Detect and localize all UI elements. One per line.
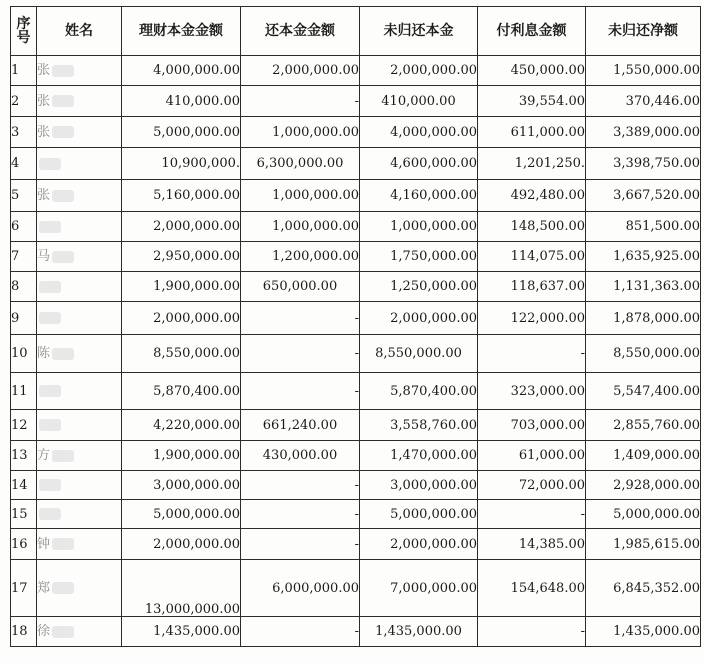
cell-name bbox=[37, 335, 122, 373]
name-text: 马 bbox=[37, 249, 51, 264]
cell-net: 851,500.00 bbox=[586, 212, 701, 242]
cell-name bbox=[37, 117, 122, 148]
cell-repaid: - bbox=[241, 500, 360, 529]
table-row bbox=[11, 471, 701, 500]
cell-unreturned: 1,470,000.00 bbox=[360, 441, 478, 471]
cell-interest: 611,000.00 bbox=[478, 117, 586, 148]
name-text: 陈 bbox=[37, 346, 51, 361]
cell-seq: 11 bbox=[11, 373, 37, 410]
cell-repaid: - bbox=[241, 617, 360, 647]
redaction-mark bbox=[39, 479, 61, 491]
cell-seq: 3 bbox=[11, 117, 37, 148]
redaction-mark bbox=[39, 385, 61, 397]
cell-name bbox=[37, 56, 122, 86]
cell-principal: 13,000,000.00 bbox=[122, 560, 241, 617]
cell-interest: 323,000.00 bbox=[478, 373, 586, 410]
cell-interest: 72,000.00 bbox=[478, 471, 586, 500]
header-unreturned: 未归还本金 bbox=[360, 7, 478, 56]
table-row bbox=[11, 560, 701, 617]
cell-unreturned: 2,000,000.00 bbox=[360, 302, 478, 335]
cell-name bbox=[37, 302, 122, 335]
redaction-mark bbox=[52, 251, 74, 263]
cell-unreturned: 8,550,000.00 bbox=[360, 335, 478, 373]
cell-principal: 5,000,000.00 bbox=[122, 500, 241, 529]
repayment-table bbox=[10, 6, 701, 647]
table-row bbox=[11, 272, 701, 302]
cell-net: 5,000,000.00 bbox=[586, 500, 701, 529]
cell-unreturned: 1,435,000.00 bbox=[360, 617, 478, 647]
name-text: 张 bbox=[37, 188, 51, 203]
cell-principal: 3,000,000.00 bbox=[122, 471, 241, 500]
cell-unreturned: 2,000,000.00 bbox=[360, 56, 478, 86]
cell-repaid: 1,000,000.00 bbox=[241, 180, 360, 212]
cell-repaid: 1,000,000.00 bbox=[241, 117, 360, 148]
cell-seq: 18 bbox=[11, 617, 37, 647]
cell-repaid: 2,000,000.00 bbox=[241, 56, 360, 86]
cell-principal: 2,000,000.00 bbox=[122, 529, 241, 560]
cell-repaid: 650,000.00 bbox=[241, 272, 360, 302]
header-seq: 序 号 bbox=[11, 7, 37, 56]
cell-principal: 1,900,000.00 bbox=[122, 272, 241, 302]
cell-principal: 4,220,000.00 bbox=[122, 410, 241, 441]
cell-net: 5,547,400.00 bbox=[586, 373, 701, 410]
cell-unreturned: 1,000,000.00 bbox=[360, 212, 478, 242]
name-text: 张 bbox=[37, 124, 51, 140]
redaction-mark bbox=[39, 281, 61, 293]
cell-principal: 8,550,000.00 bbox=[122, 335, 241, 373]
cell-interest: 61,000.00 bbox=[478, 441, 586, 471]
cell-repaid: - bbox=[241, 302, 360, 335]
cell-name bbox=[37, 373, 122, 410]
name-text: 张 bbox=[37, 93, 51, 109]
cell-interest: 1,201,250. bbox=[478, 148, 586, 180]
name-text: 徐 bbox=[37, 624, 51, 639]
redaction-mark bbox=[39, 158, 61, 170]
cell-unreturned: 5,000,000.00 bbox=[360, 500, 478, 529]
cell-net: 3,398,750.00 bbox=[586, 148, 701, 180]
redaction-mark bbox=[52, 538, 74, 550]
cell-net: 1,131,363.00 bbox=[586, 272, 701, 302]
cell-unreturned: 1,250,000.00 bbox=[360, 272, 478, 302]
table-row bbox=[11, 617, 701, 647]
cell-unreturned: 2,000,000.00 bbox=[360, 529, 478, 560]
cell-seq: 13 bbox=[11, 441, 37, 471]
cell-unreturned: 4,600,000.00 bbox=[360, 148, 478, 180]
cell-seq: 4 bbox=[11, 148, 37, 180]
cell-repaid: - bbox=[241, 373, 360, 410]
cell-seq: 8 bbox=[11, 272, 37, 302]
header-name: 姓名 bbox=[37, 7, 122, 56]
redaction-mark bbox=[52, 348, 74, 360]
cell-repaid: 1,000,000.00 bbox=[241, 212, 360, 242]
cell-seq: 15 bbox=[11, 500, 37, 529]
table-row bbox=[11, 441, 701, 471]
cell-principal: 5,160,000.00 bbox=[122, 180, 241, 212]
table-row bbox=[11, 242, 701, 272]
cell-interest: 154,648.00 bbox=[478, 560, 586, 617]
cell-principal: 5,870,400.00 bbox=[122, 373, 241, 410]
cell-unreturned: 3,000,000.00 bbox=[360, 471, 478, 500]
cell-unreturned: 4,160,000.00 bbox=[360, 180, 478, 212]
cell-seq: 9 bbox=[11, 302, 37, 335]
cell-unreturned: 7,000,000.00 bbox=[360, 560, 478, 617]
redaction-mark bbox=[39, 419, 61, 431]
cell-repaid: - bbox=[241, 471, 360, 500]
cell-seq: 12 bbox=[11, 410, 37, 441]
cell-principal: 1,435,000.00 bbox=[122, 617, 241, 647]
table-row bbox=[11, 335, 701, 373]
redaction-mark bbox=[52, 450, 74, 462]
name-text: 方 bbox=[37, 448, 51, 463]
cell-net: 2,855,760.00 bbox=[586, 410, 701, 441]
table-row bbox=[11, 410, 701, 441]
table-row bbox=[11, 148, 701, 180]
cell-interest: 114,075.00 bbox=[478, 242, 586, 272]
name-text: 张 bbox=[37, 63, 51, 78]
cell-unreturned: 4,000,000.00 bbox=[360, 117, 478, 148]
cell-principal: 410,000.00 bbox=[122, 86, 241, 117]
table-row bbox=[11, 373, 701, 410]
cell-principal: 2,000,000.00 bbox=[122, 212, 241, 242]
cell-net: 6,845,352.00 bbox=[586, 560, 701, 617]
table-body bbox=[11, 56, 701, 647]
cell-unreturned: 1,750,000.00 bbox=[360, 242, 478, 272]
cell-net: 1,878,000.00 bbox=[586, 302, 701, 335]
cell-seq: 6 bbox=[11, 212, 37, 242]
cell-principal: 1,900,000.00 bbox=[122, 441, 241, 471]
cell-net: 3,389,000.00 bbox=[586, 117, 701, 148]
cell-interest: - bbox=[478, 335, 586, 373]
cell-repaid: 1,200,000.00 bbox=[241, 242, 360, 272]
table-row bbox=[11, 500, 701, 529]
cell-name bbox=[37, 500, 122, 529]
cell-unreturned: 3,558,760.00 bbox=[360, 410, 478, 441]
cell-repaid: 430,000.00 bbox=[241, 441, 360, 471]
redaction-mark bbox=[52, 626, 74, 638]
header-interest: 付利息金额 bbox=[478, 7, 586, 56]
cell-seq: 1 bbox=[11, 56, 37, 86]
cell-repaid: - bbox=[241, 529, 360, 560]
cell-net: 1,635,925.00 bbox=[586, 242, 701, 272]
cell-name bbox=[37, 617, 122, 647]
cell-name bbox=[37, 471, 122, 500]
cell-name bbox=[37, 212, 122, 242]
table-row bbox=[11, 180, 701, 212]
cell-net: 1,985,615.00 bbox=[586, 529, 701, 560]
cell-principal: 10,900,000. bbox=[122, 148, 241, 180]
cell-net: 3,667,520.00 bbox=[586, 180, 701, 212]
cell-repaid: 6,000,000.00 bbox=[241, 560, 360, 617]
table-row bbox=[11, 529, 701, 560]
cell-name bbox=[37, 86, 122, 117]
cell-name bbox=[37, 272, 122, 302]
redaction-mark bbox=[52, 95, 74, 107]
name-text: 郑 bbox=[37, 580, 51, 596]
cell-seq: 7 bbox=[11, 242, 37, 272]
cell-repaid: - bbox=[241, 86, 360, 117]
cell-interest: 148,500.00 bbox=[478, 212, 586, 242]
cell-interest: 450,000.00 bbox=[478, 56, 586, 86]
cell-net: 1,550,000.00 bbox=[586, 56, 701, 86]
cell-seq: 10 bbox=[11, 335, 37, 373]
cell-repaid: 6,300,000.00 bbox=[241, 148, 360, 180]
cell-interest: 118,637.00 bbox=[478, 272, 586, 302]
table-row bbox=[11, 117, 701, 148]
cell-seq: 2 bbox=[11, 86, 37, 117]
cell-interest: 39,554.00 bbox=[478, 86, 586, 117]
cell-repaid: - bbox=[241, 335, 360, 373]
redaction-mark bbox=[52, 65, 74, 77]
redaction-mark bbox=[52, 582, 74, 594]
header-repaid: 还本金金额 bbox=[241, 7, 360, 56]
header-net: 未归还净额 bbox=[586, 7, 701, 56]
cell-repaid: 661,240.00 bbox=[241, 410, 360, 441]
cell-principal: 4,000,000.00 bbox=[122, 56, 241, 86]
cell-name bbox=[37, 441, 122, 471]
cell-interest: 122,000.00 bbox=[478, 302, 586, 335]
cell-interest: 703,000.00 bbox=[478, 410, 586, 441]
table-row bbox=[11, 86, 701, 117]
cell-principal: 2,000,000.00 bbox=[122, 302, 241, 335]
header-principal: 理财本金金额 bbox=[122, 7, 241, 56]
cell-net: 1,409,000.00 bbox=[586, 441, 701, 471]
cell-name bbox=[37, 180, 122, 212]
cell-interest: - bbox=[478, 500, 586, 529]
cell-net: 370,446.00 bbox=[586, 86, 701, 117]
cell-name bbox=[37, 529, 122, 560]
table-row bbox=[11, 302, 701, 335]
redaction-mark bbox=[39, 508, 61, 520]
redaction-mark bbox=[52, 190, 74, 202]
cell-unreturned: 5,870,400.00 bbox=[360, 373, 478, 410]
cell-net: 2,928,000.00 bbox=[586, 471, 701, 500]
header-row bbox=[11, 7, 701, 56]
redaction-mark bbox=[52, 126, 74, 138]
cell-name bbox=[37, 148, 122, 180]
cell-seq: 17 bbox=[11, 560, 37, 617]
cell-seq: 5 bbox=[11, 180, 37, 212]
cell-name bbox=[37, 560, 122, 617]
redaction-mark bbox=[39, 221, 61, 233]
cell-unreturned: 410,000.00 bbox=[360, 86, 478, 117]
cell-seq: 14 bbox=[11, 471, 37, 500]
cell-interest: - bbox=[478, 617, 586, 647]
name-text: 钟 bbox=[37, 536, 51, 552]
table-row bbox=[11, 56, 701, 86]
cell-net: 8,550,000.00 bbox=[586, 335, 701, 373]
cell-name bbox=[37, 410, 122, 441]
cell-interest: 14,385.00 bbox=[478, 529, 586, 560]
cell-principal: 5,000,000.00 bbox=[122, 117, 241, 148]
cell-net: 1,435,000.00 bbox=[586, 617, 701, 647]
redaction-mark bbox=[39, 312, 61, 324]
cell-principal: 2,950,000.00 bbox=[122, 242, 241, 272]
cell-seq: 16 bbox=[11, 529, 37, 560]
cell-interest: 492,480.00 bbox=[478, 180, 586, 212]
table-row bbox=[11, 212, 701, 242]
cell-name bbox=[37, 242, 122, 272]
